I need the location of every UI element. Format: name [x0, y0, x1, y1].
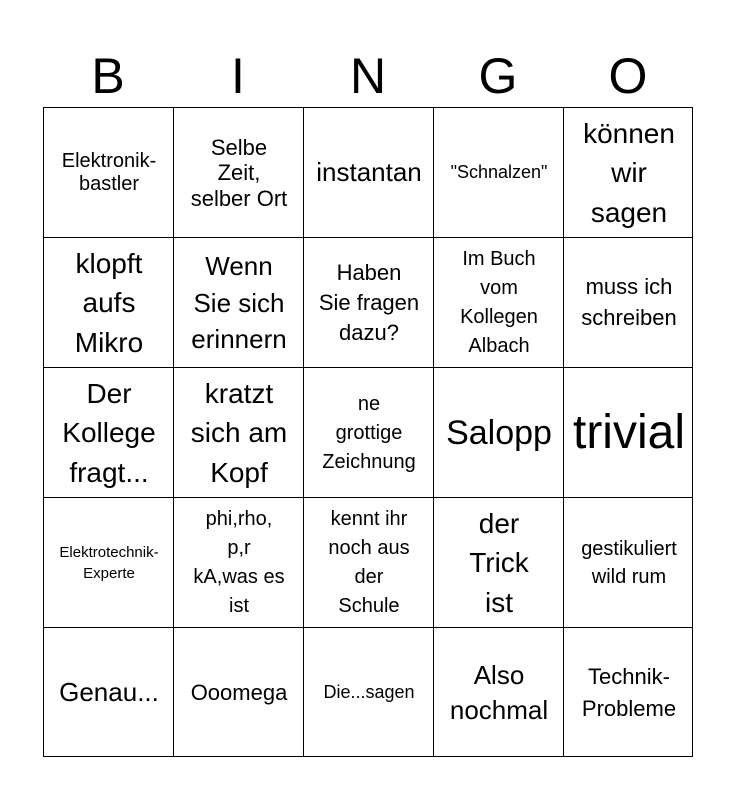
bingo-cell[interactable]: [564, 628, 694, 758]
bingo-cell[interactable]: [434, 368, 564, 498]
bingo-cell-text: kratzt sich am Kopf: [190, 378, 288, 488]
bingo-cell[interactable]: [44, 108, 174, 238]
grid-divider-vertical: [303, 108, 304, 756]
grid-divider-vertical: [433, 108, 434, 756]
bingo-cell-text: Die...sagen: [323, 682, 415, 703]
bingo-cell-text: ne grottige Zeichnung: [322, 392, 416, 473]
bingo-cell-text: gestikuliert wild rum: [581, 538, 677, 588]
bingo-cell-text: muss ich schreiben: [581, 274, 677, 330]
grid-divider-horizontal: [44, 367, 692, 368]
bingo-cell[interactable]: [434, 108, 564, 238]
bingo-cell-text: Salopp: [446, 413, 552, 452]
bingo-cell[interactable]: [44, 368, 174, 498]
bingo-cell-text: kennt ihr noch aus der Schule: [328, 508, 410, 617]
bingo-cell-text: klopft aufs Mikro: [74, 248, 144, 358]
bingo-header: [43, 45, 693, 107]
bingo-cell-text: Elektronik- bastler: [61, 150, 157, 195]
bingo-cell-text: Technik- Probleme: [581, 664, 677, 721]
bingo-cell[interactable]: [44, 628, 174, 758]
header-letter-i: I: [231, 48, 245, 104]
bingo-cell[interactable]: [564, 498, 694, 628]
grid-divider-horizontal: [44, 497, 692, 498]
bingo-cell-text: instantan: [316, 157, 422, 188]
bingo-cell[interactable]: [564, 238, 694, 368]
grid-divider-horizontal: [44, 237, 692, 238]
bingo-cell[interactable]: [174, 498, 304, 628]
bingo-cell-text: Ooomega: [190, 679, 288, 705]
header-letter-o: O: [608, 48, 648, 104]
bingo-cell[interactable]: [304, 108, 434, 238]
header-letter-b: B: [91, 48, 125, 104]
grid-divider-vertical: [563, 108, 564, 756]
header-letter-g: G: [478, 48, 518, 104]
bingo-cell-text: Haben Sie fragen dazu?: [318, 260, 420, 345]
bingo-cell[interactable]: [434, 498, 564, 628]
bingo-cell-text: Selbe Zeit, selber Ort: [190, 135, 288, 211]
bingo-cell-text: Der Kollege fragt...: [62, 378, 156, 488]
bingo-cell[interactable]: [44, 238, 174, 368]
bingo-cell-text: Genau...: [59, 677, 159, 708]
bingo-cell-text: der Trick ist: [469, 508, 529, 618]
bingo-cell[interactable]: [304, 368, 434, 498]
header-letter-n: N: [349, 48, 387, 104]
bingo-grid: [43, 107, 693, 757]
bingo-cell[interactable]: [44, 498, 174, 628]
bingo-cell[interactable]: [564, 108, 694, 238]
bingo-cell-text: trivial: [572, 406, 685, 460]
bingo-cell[interactable]: [174, 108, 304, 238]
bingo-cell-text: Im Buch vom Kollegen Albach: [460, 248, 538, 357]
bingo-cell[interactable]: [304, 628, 434, 758]
bingo-cell[interactable]: [304, 498, 434, 628]
bingo-cell-text: "Schnalzen": [450, 162, 548, 183]
grid-divider-horizontal: [44, 627, 692, 628]
bingo-cell-text: Elektrotechnik- Experte: [59, 544, 159, 582]
bingo-cell[interactable]: [174, 368, 304, 498]
bingo-cell-text: Also nochmal: [449, 659, 549, 725]
bingo-cell[interactable]: [174, 628, 304, 758]
bingo-cell-text: können wir sagen: [583, 118, 675, 228]
bingo-cell[interactable]: [434, 628, 564, 758]
grid-divider-vertical: [173, 108, 174, 756]
bingo-cell[interactable]: [564, 368, 694, 498]
bingo-cell[interactable]: [434, 238, 564, 368]
bingo-cell[interactable]: [174, 238, 304, 368]
bingo-cell-text: Wenn Sie sich erinnern: [191, 251, 287, 355]
bingo-cell-text: phi,rho, p,r kA,was es ist: [193, 508, 285, 617]
bingo-cell[interactable]: [304, 238, 434, 368]
